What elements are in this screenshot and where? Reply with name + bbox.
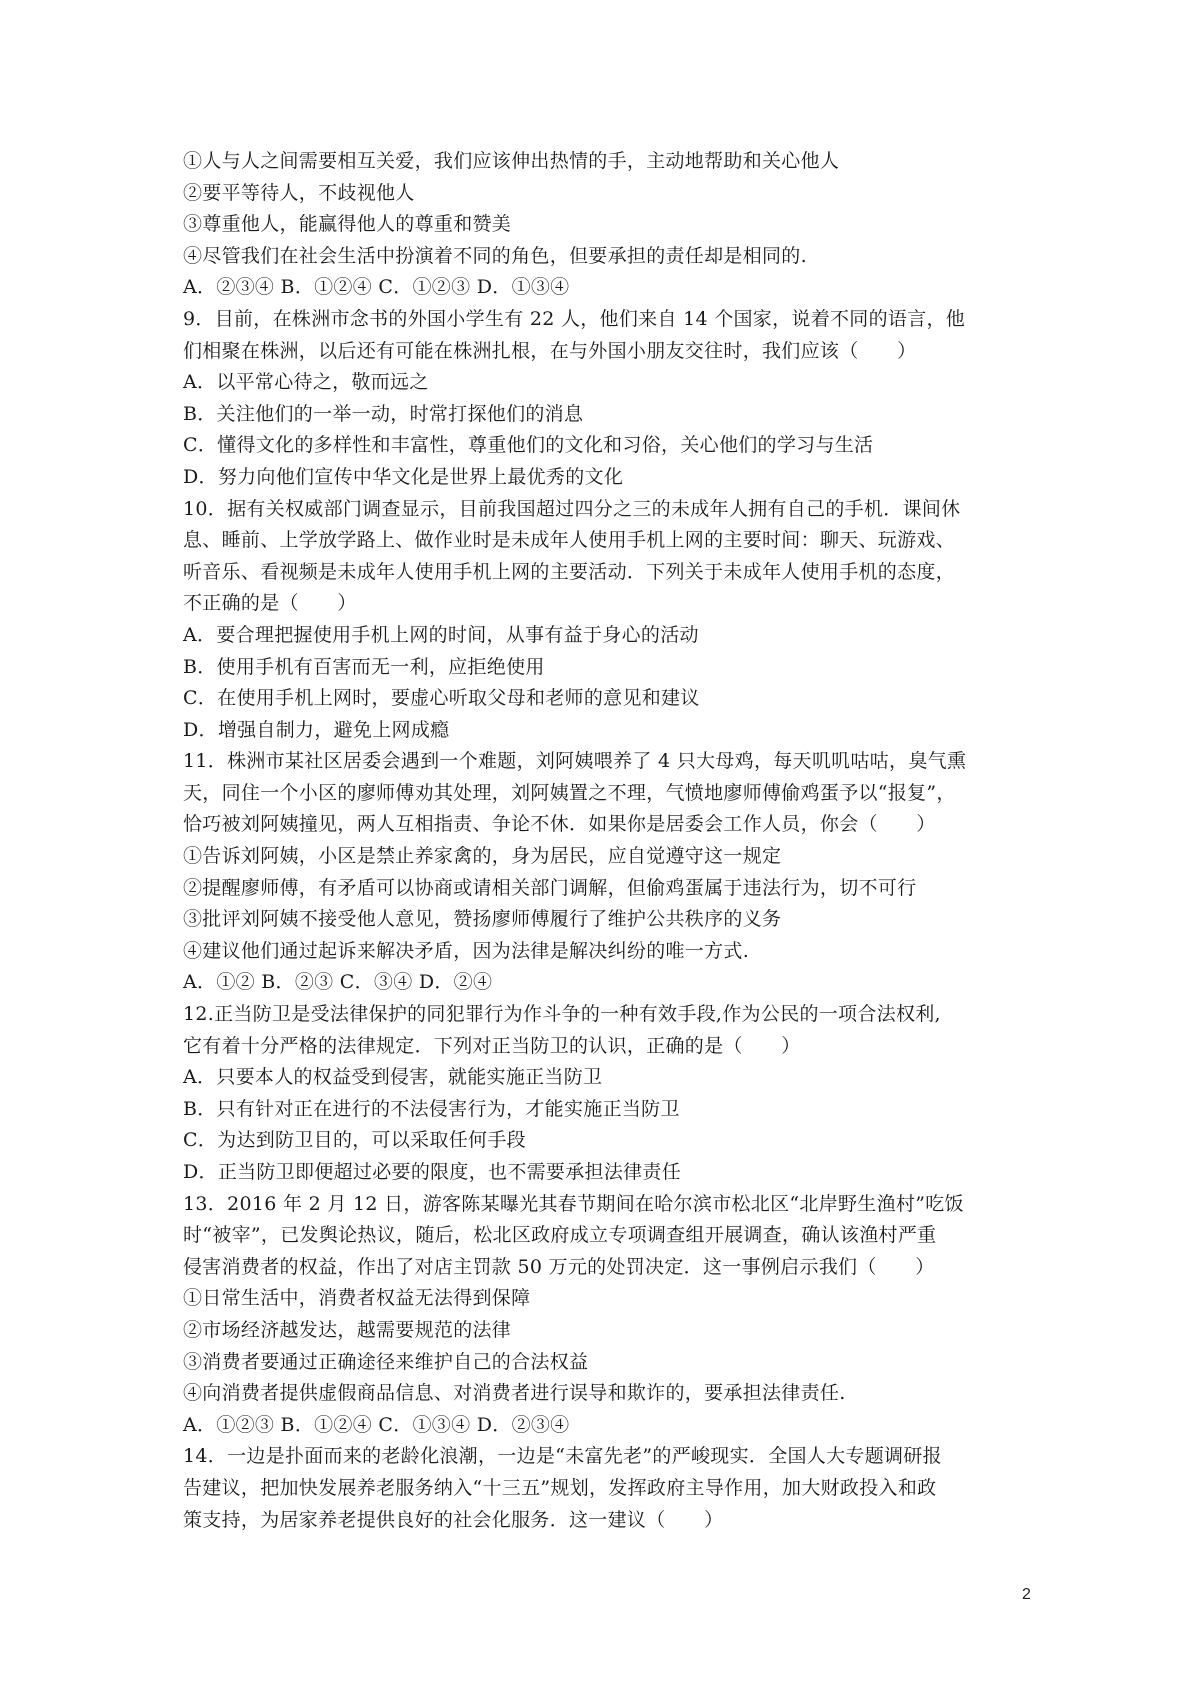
text-line: ①告诉刘阿姨，小区是禁止养家禽的，身为居民，应自觉遵守这一规定 xyxy=(183,845,782,868)
text-line: C．在使用手机上网时，要虚心听取父母和老师的意见和建议 xyxy=(183,687,700,710)
text-line: 9．目前，在株洲市念书的外国小学生有 22 人，他们来自 14 个国家，说着不同的语言，他 xyxy=(183,307,966,330)
text-line: ②提醒廖师傅，有矛盾可以协商或请相关部门调解，但偷鸡蛋属于违法行为，切不可行 xyxy=(183,876,917,899)
text-line: ④尽管我们在社会生活中扮演着不同的角色，但要承担的责任却是相同的. xyxy=(183,244,807,267)
text-line: 侵害消费者的权益，作出了对店主罚款 50 万元的处罚决定．这一事例启示我们（ ） xyxy=(183,1255,935,1278)
text-line: C．为达到防卫目的，可以采取任何手段 xyxy=(183,1129,526,1152)
text-line: D．正当防卫即便超过必要的限度，也不需要承担法律责任 xyxy=(183,1161,682,1183)
text-line: ①人与人之间需要相互关爱，我们应该伸出热情的手，主动地帮助和关心他人 xyxy=(183,150,840,172)
text-line: 12.正当防卫是受法律保护的同犯罪行为作斗争的一种有效手段,作为公民的一项合法权利, xyxy=(183,1003,941,1026)
page-body xyxy=(183,146,1048,1536)
text-line: ②要平等待人，不歧视他人 xyxy=(183,181,415,204)
text-line: 10．据有关权威部门调查显示，目前我国超过四分之三的未成年人拥有自己的手机．课间休 xyxy=(183,497,961,520)
text-line: 天，同住一个小区的廖师傅劝其处理，刘阿姨置之不理，气愤地廖师傅偷鸡蛋予以“报复”， xyxy=(183,781,956,804)
text-line: 11．株洲市某社区居委会遇到一个难题，刘阿姨喂养了 4 只大母鸡，每天叽叽咕咕，臭气熏 xyxy=(183,750,967,773)
text-line: D．努力向他们宣传中华文化是世界上最优秀的文化 xyxy=(183,465,624,488)
text-line: 息、睡前、上学放学路上、做作业时是未成年人使用手机上网的主要时间：聊天、玩游戏、 xyxy=(183,529,956,552)
text-line: A．①②③ B．①②④ C．①③④ D．②③④ xyxy=(183,1413,570,1436)
text-line: 13．2016 年 2 月 12 日，游客陈某曝光其春节期间在哈尔滨市松北区“北岸野生渔村”吃饭 xyxy=(183,1192,964,1215)
text-line: A．②③④ B．①②④ C．①②③ D．①③④ xyxy=(183,276,570,299)
text-line: 告建议，把加快发展养老服务纳入“十三五”规划，发挥政府主导作用，加大财政投入和政 xyxy=(183,1476,937,1499)
text-line: ④向消费者提供虚假商品信息、对消费者进行误导和欺诈的，要承担法律责任. xyxy=(183,1382,846,1405)
text-line: C．懂得文化的多样性和丰富性，尊重他们的文化和习俗，关心他们的学习与生活 xyxy=(183,434,874,457)
text-line: B．关注他们的一举一动，时常打探他们的消息 xyxy=(183,402,584,425)
text-line: ③批评刘阿姨不接受他人意见，赞扬廖师傅履行了维护公共秩序的义务 xyxy=(183,908,782,931)
text-line: D．增强自制力，避免上网成瘾 xyxy=(183,718,450,741)
text-line: ②市场经济越发达，越需要规范的法律 xyxy=(183,1318,512,1341)
page-number: 2 xyxy=(1022,1586,1031,1603)
text-line: ④建议他们通过起诉来解决矛盾，因为法律是解决纠纷的唯一方式. xyxy=(183,939,750,962)
text-line: 时“被宰”，已发舆论热议，随后，松北区政府成立专项调查组开展调查，确认该渔村严重 xyxy=(183,1224,937,1247)
text-line: ①日常生活中，消费者权益无法得到保障 xyxy=(183,1287,531,1310)
text-line: A．只要本人的权益受到侵害，就能实施正当防卫 xyxy=(183,1066,603,1089)
text-line: ③尊重他人，能赢得他人的尊重和赞美 xyxy=(183,213,512,236)
text-line: A．以平常心待之，敬而远之 xyxy=(183,371,429,394)
text-line: B．使用手机有百害而无一利，应拒绝使用 xyxy=(183,655,545,678)
text-line: 不正确的是（ ） xyxy=(183,592,357,615)
text-line: A．①② B．②③ C．③④ D．②④ xyxy=(183,971,493,994)
text-line: 14．一边是扑面而来的老龄化浪潮，一边是“未富先老”的严峻现实．全国人大专题调研报 xyxy=(183,1445,942,1468)
text-line: ③消费者要通过正确途径来维护自己的合法权益 xyxy=(183,1350,589,1373)
text-line: 听音乐、看视频是未成年人使用手机上网的主要活动．下列关于未成年人使用手机的态度， xyxy=(183,560,956,583)
text-line: 恰巧被刘阿姨撞见，两人互相指责、争论不休．如果你是居委会工作人员，你会（ ） xyxy=(183,813,936,836)
text-line: A．要合理把握使用手机上网的时间，从事有益于身心的活动 xyxy=(183,623,699,646)
text-line: 们相聚在株洲，以后还有可能在株洲扎根，在与外国小朋友交往时，我们应该（ ） xyxy=(183,339,917,362)
text-line: B．只有针对正在进行的不法侵害行为，才能实施正当防卫 xyxy=(183,1097,680,1120)
text-line: 它有着十分严格的法律规定．下列对正当防卫的认识，正确的是（ ） xyxy=(183,1034,801,1057)
text-line: 策支持，为居家养老提供良好的社会化服务．这一建议（ ） xyxy=(183,1508,724,1531)
